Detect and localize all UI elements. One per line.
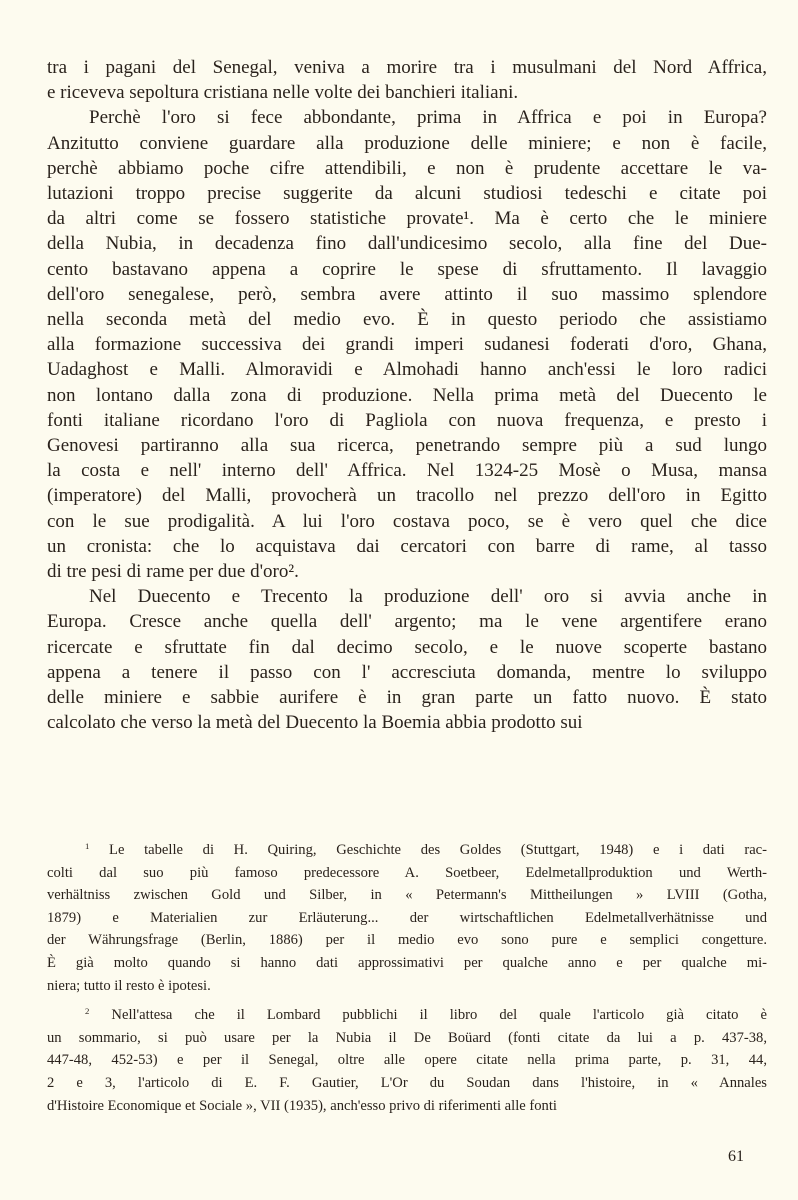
text-line: Uadaghost e Malli. Almoravidi e Almohadi hanno anch'essi le loro radici bbox=[47, 359, 767, 381]
text-line: Nel Duecento e Trecento la produzione dell' oro si avvia anche in bbox=[89, 586, 767, 608]
text-line: delle miniere e sabbie aurifere è in gran parte un fatto nuovo. È stato bbox=[47, 687, 767, 709]
footnote-line: un sommario, si può usare per la Nubia il De Boüard (fonti citate da lui a p. 437-38, bbox=[47, 1029, 767, 1046]
page-number: 61 bbox=[728, 1148, 744, 1165]
footnote-row bbox=[47, 884, 767, 907]
text-line: calcolato che verso la metà del Duecento la Boemia abbia prodotto sui bbox=[47, 712, 583, 734]
text-line: la costa e nell' interno dell' Affrica. Nel 1324-25 Mosè o Musa, mansa bbox=[47, 460, 767, 482]
text-line: con le sue prodigalità. A lui l'oro costava poco, se è vero quel che dice bbox=[47, 510, 767, 532]
text-line: da altri come se fossero statistiche provate¹. Ma è certo che le miniere bbox=[47, 208, 767, 230]
text-line: Europa. Cresce anche quella dell' argento; ma le vene argentifere erano bbox=[47, 611, 767, 633]
footnote-row bbox=[47, 1072, 767, 1095]
footnote-line: 1879) e Materialien zur Erläuterung... der wirtschaftlichen Edelmetallverhätnisse und bbox=[47, 909, 767, 926]
footnote-line: verhältniss zwischen Gold und Silber, in « Petermann's Mittheilungen » LVIII (Gotha, bbox=[47, 887, 767, 904]
footnote-row bbox=[47, 1004, 767, 1027]
text-line: e riceveva sepoltura cristiana nelle volte dei banchieri italiani. bbox=[47, 82, 519, 104]
text-line: ricercate e sfruttate fin dal decimo secolo, e le nuove scoperte bastano bbox=[47, 636, 767, 658]
text-line: tra i pagani del Senegal, veniva a morire tra i musulmani del Nord Affrica, bbox=[47, 57, 767, 78]
footnote-line: colti dal suo più famoso predecessore A. Soetbeer, Edelmetallproduktion und Werth- bbox=[47, 864, 767, 881]
footnote-line: È già molto quando si hanno dati approssimativi per qualche anno e per qualche mi- bbox=[47, 954, 767, 971]
footnote-row bbox=[47, 1095, 767, 1118]
footnotes bbox=[47, 839, 767, 1117]
text-line: perchè abbiamo poche cifre attendibili, e non è prudente accettare le va- bbox=[47, 157, 767, 179]
footnote-marker: 1 bbox=[85, 840, 90, 851]
text-line: Genovesi partiranno alla sua ricerca, penetrando sempre più a sud lungo bbox=[47, 435, 767, 457]
footnote bbox=[47, 1004, 767, 1117]
text-line: dell'oro senegalese, però, sembra avere attinto il suo massimo splendore bbox=[47, 283, 767, 305]
text-line: nella seconda metà del medio evo. È in questo periodo che assistiamo bbox=[47, 309, 767, 331]
footnote-row bbox=[47, 929, 767, 952]
footnote bbox=[47, 839, 767, 997]
text-line: (imperatore) del Malli, provocherà un tracollo nel prezzo dell'oro in Egitto bbox=[47, 485, 767, 507]
footnote-line: Nell'attesa che il Lombard pubblichi il libro del quale l'articolo già citato è bbox=[111, 1007, 767, 1024]
footnote-line: 447-48, 452-53) e per il Senegal, oltre alle opere citate nella prima parte, p. 31, 44, bbox=[47, 1052, 767, 1069]
paragraph bbox=[47, 584, 767, 735]
text-line: appena a tenere il passo con l' accresciuta domanda, mentre lo sviluppo bbox=[47, 661, 767, 683]
text-line: fonti italiane ricordano l'oro di Pagliola con nuova frequenza, e presto i bbox=[47, 409, 767, 431]
text-line: di tre pesi di rame per due d'oro². bbox=[47, 561, 299, 583]
main-text bbox=[47, 55, 767, 735]
footnote-row bbox=[47, 975, 767, 998]
text-line: lutazioni troppo precise suggerite da alcuni studiosi tedeschi e citate poi bbox=[47, 183, 767, 205]
text-line: Perchè l'oro si fece abbondante, prima in Affrica e poi in Europa? bbox=[89, 107, 767, 129]
footnote-row bbox=[47, 839, 767, 862]
footnote-line: 2 e 3, l'articolo di E. F. Gautier, L'Or du Soudan dans l'histoire, in « Annales bbox=[47, 1074, 767, 1091]
footnote-line: der Währungsfrage (Berlin, 1886) per il medio evo sono pure e semplici congetture. bbox=[47, 932, 767, 949]
footnote-row bbox=[47, 1049, 767, 1072]
footnote-row bbox=[47, 862, 767, 885]
footnote-line: d'Histoire Economique et Sociale », VII (1935), anch'esso privo di riferimenti alle fonti bbox=[47, 1097, 557, 1114]
text-line: non lontano dalla zona di produzione. Nella prima metà del Duecento le bbox=[47, 384, 767, 406]
footnote-line: niera; tutto il resto è ipotesi. bbox=[47, 977, 211, 994]
text-line: alla formazione successiva dei grandi imperi sudanesi foderati d'oro, Ghana, bbox=[47, 334, 767, 356]
footnote-row bbox=[47, 1027, 767, 1050]
text-line: un cronista: che lo acquistava dai cercatori con barre di rame, al tasso bbox=[47, 535, 767, 557]
footnote-row bbox=[47, 907, 767, 930]
paragraph bbox=[47, 105, 767, 584]
footnote-marker: 2 bbox=[85, 1005, 90, 1016]
footnote-line: Le tabelle di H. Quiring, Geschichte des Goldes (Stuttgart, 1948) e i dati rac- bbox=[109, 842, 768, 858]
text-line: cento bastavano appena a coprire le spese di sfruttamento. Il lavaggio bbox=[47, 258, 767, 280]
paragraph bbox=[47, 55, 767, 105]
text-line: della Nubia, in decadenza fino dall'undicesimo secolo, alla fine del Due- bbox=[47, 233, 767, 255]
footnote-row bbox=[47, 952, 767, 975]
text-line: Anzitutto conviene guardare alla produzione delle miniere; e non è facile, bbox=[47, 132, 767, 154]
